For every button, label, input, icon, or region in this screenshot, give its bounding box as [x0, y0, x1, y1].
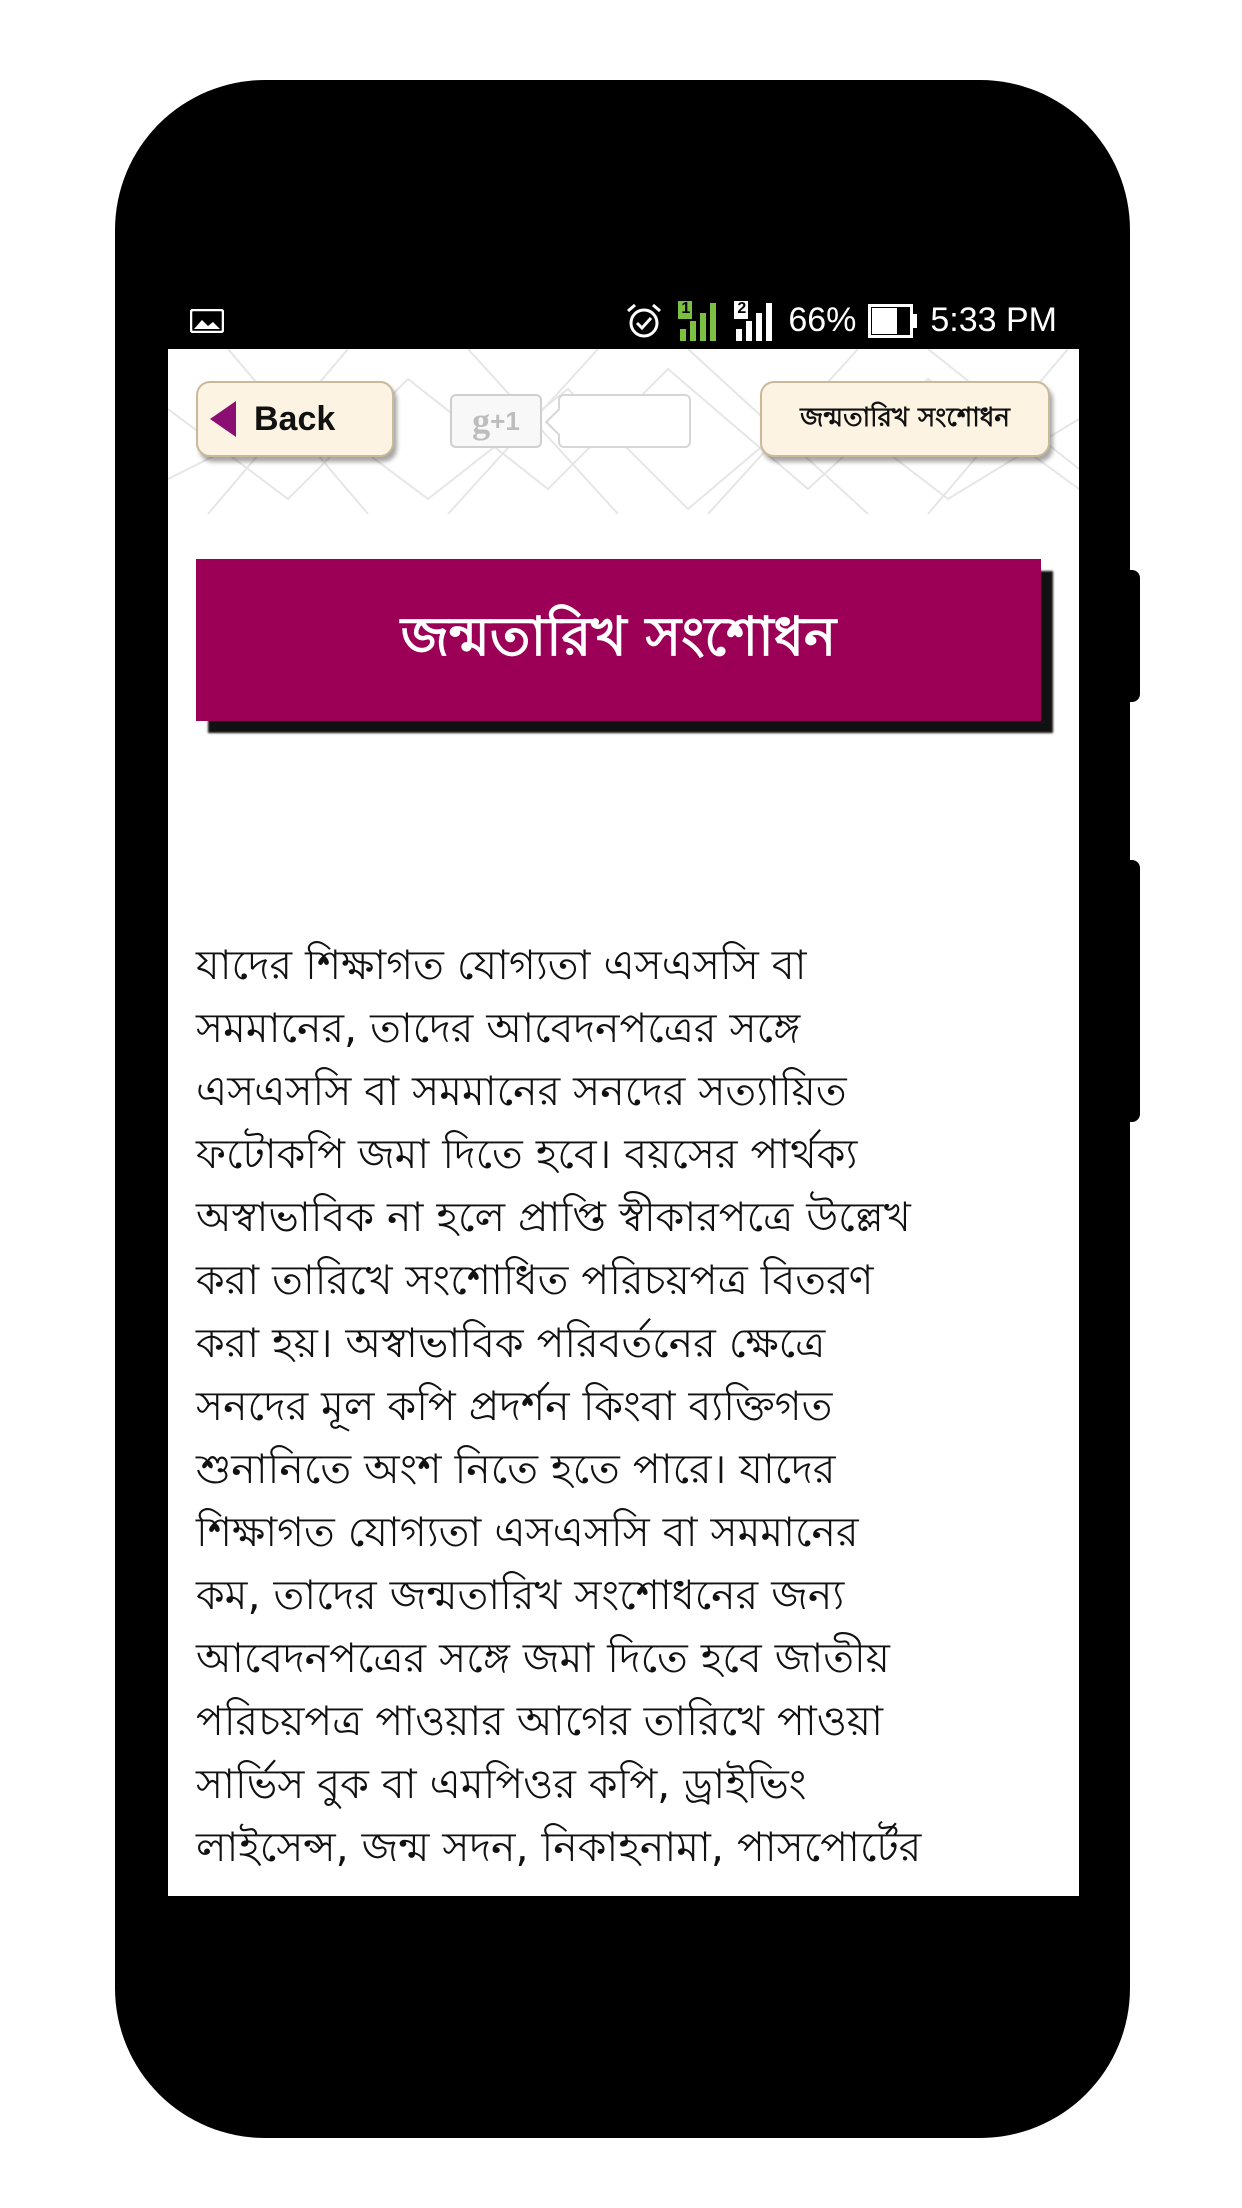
google-plus-one-button[interactable] — [450, 394, 542, 448]
phone-screen — [168, 292, 1079, 1896]
article-line: করা হয়। অস্বাভাবিক পরিবর্তনের ক্ষেত্রে — [196, 1319, 826, 1367]
article-line: যাদের শিক্ষাগত যোগ্যতা এসএসসি বা — [196, 941, 807, 989]
picture-icon — [190, 309, 224, 333]
article-line: সার্ভিস বুক বা এমপিওর কপি, ড্রাইভিং — [196, 1760, 807, 1808]
battery-icon — [868, 304, 918, 338]
topic-button[interactable] — [760, 381, 1050, 457]
phone-side-button — [1128, 570, 1140, 702]
article-line: আবেদনপত্রের সঙ্গে জমা দিতে হবে জাতীয় — [196, 1634, 890, 1682]
back-arrow-icon — [210, 401, 236, 437]
clock: 5:33 PM — [930, 301, 1057, 339]
article-line: ফটোকপি জমা দিতে হবে। বয়সের পার্থক্য — [196, 1130, 858, 1178]
status-icons — [624, 292, 1057, 349]
sim1-label: 1 — [681, 299, 691, 317]
article-line: সনদের মূল কপি প্রদর্শন কিংবা ব্যক্তিগত — [196, 1382, 833, 1430]
article-line: এসএসসি বা সমমানের সনদের সত্যায়িত — [196, 1067, 847, 1115]
article-line: সমমানের, তাদের আবেদনপত্রের সঙ্গে — [196, 1004, 801, 1052]
plus-one-count-bubble — [558, 394, 691, 448]
sim2-label: 2 — [737, 299, 747, 317]
alarm-icon — [624, 301, 664, 341]
page-title: জন্মতারিখ সংশোধন — [400, 605, 837, 668]
article-line: শিক্ষাগত যোগ্যতা এসএসসি বা সমমানের — [196, 1508, 859, 1556]
article-body — [196, 934, 1056, 1879]
back-button-label: Back — [254, 399, 336, 438]
article-line: পরিচয়পত্র পাওয়ার আগের তারিখে পাওয়া — [196, 1697, 883, 1745]
article-line: শুনানিতে অংশ নিতে হতে পারে। যাদের — [196, 1445, 836, 1493]
battery-percent: 66% — [788, 301, 857, 339]
page-heading-banner — [196, 559, 1041, 721]
sim1-signal-icon — [676, 299, 720, 343]
status-bar — [168, 292, 1079, 349]
plus-one-label: +1 — [490, 405, 520, 436]
phone-side-button — [1128, 860, 1140, 1122]
sim2-signal-icon — [732, 299, 776, 343]
app-content — [168, 349, 1079, 1896]
back-button[interactable] — [196, 381, 394, 457]
topic-button-label: জন্মতারিখ সংশোধন — [800, 403, 1010, 433]
article-line: কম, তাদের জন্মতারিখ সংশোধনের জন্য — [196, 1571, 845, 1619]
article-line: করা তারিখে সংশোধিত পরিচয়পত্র বিতরণ — [196, 1256, 874, 1304]
google-plus-icon: g — [472, 401, 491, 441]
article-line: লাইসেন্স, জন্ম সদন, নিকাহনামা, পাসপোর্টের — [196, 1823, 922, 1871]
article-line: অস্বাভাবিক না হলে প্রাপ্তি স্বীকারপত্রে উল্লেখ — [196, 1193, 911, 1241]
